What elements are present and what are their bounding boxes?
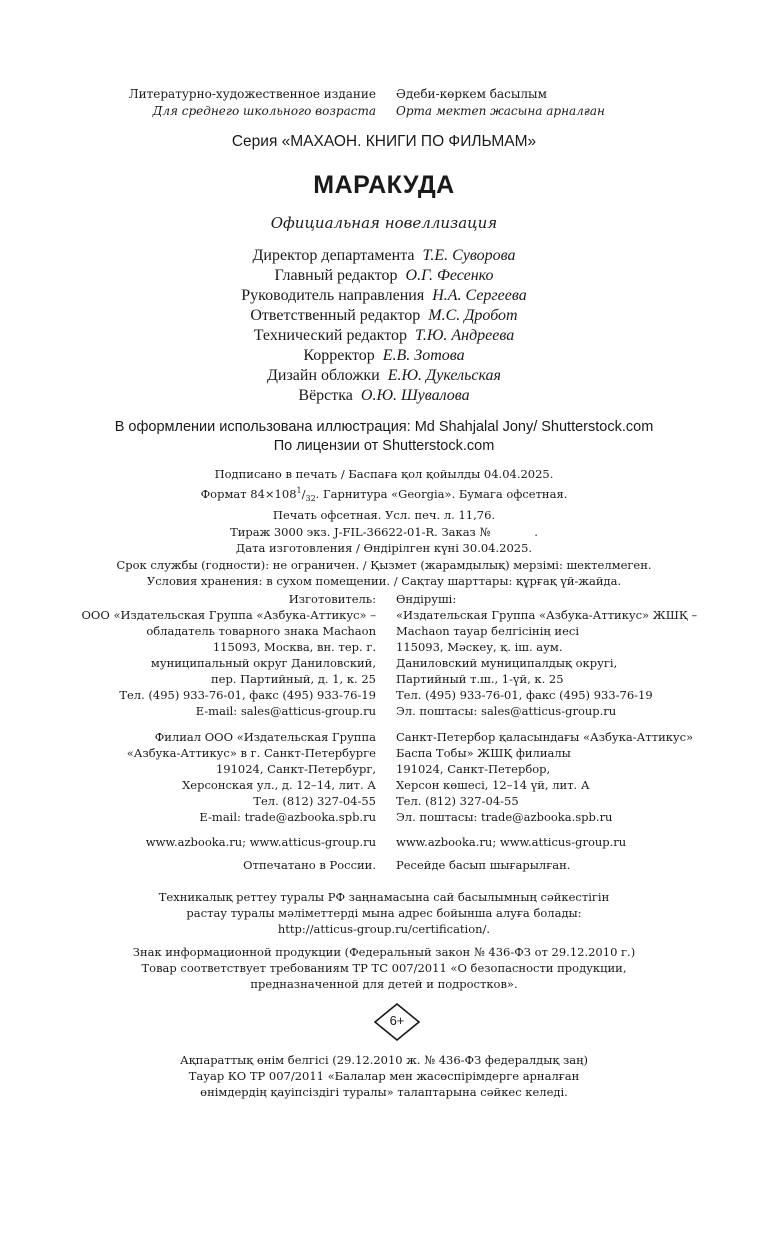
header-left: [0, 86, 386, 120]
branch-block: [0, 729, 768, 825]
certification-line: Техникалық реттеу туралы РФ заңнамасына сай басылымның сәйкестігін: [158, 890, 610, 904]
info-mark-block: [0, 944, 768, 992]
manufacturer-kz: [386, 591, 768, 719]
edition-type-ru: Литературно-художественное издание: [128, 87, 376, 101]
credit-name: Е.Ю. Дукельская: [387, 367, 501, 384]
format-rest: . Гарнитура «Georgia». Бумага офсетная.: [315, 486, 568, 501]
address-line: Партийный т.ш., 1-үй, к. 25: [396, 672, 564, 686]
credit-name: Т.Ю. Андреева: [414, 327, 515, 344]
address-line: Тел. (495) 933-76-01, факс (495) 933-76-19: [119, 688, 376, 702]
header-right: [386, 86, 768, 120]
info-mark-line: Товар соответствует требованиям ТР ТС 007/2011 «О безопасности продукции,: [141, 961, 627, 975]
credit-line: [0, 246, 768, 266]
made-date: Дата изготовления / Өндірілген күні 30.04.2025.: [235, 541, 533, 556]
series-title: Серия «МАХАОН. КНИГИ ПО ФИЛЬМАМ»: [231, 133, 537, 150]
header-block: [0, 86, 768, 120]
web-block: [0, 834, 768, 850]
book-subtitle: Официальная новеллизация: [270, 214, 498, 232]
print-info: [0, 466, 768, 590]
credit-role: Корректор: [303, 347, 375, 364]
age-rating-badge: [374, 1003, 420, 1041]
web-kz: www.azbooka.ru; www.atticus-group.ru: [396, 835, 627, 849]
address-line: 191024, Санкт-Петербург,: [215, 762, 376, 776]
license-line: По лицензии от Shutterstock.com: [273, 438, 495, 454]
credit-role: Главный редактор: [274, 267, 398, 284]
age-rating-text: 6+: [389, 1013, 405, 1028]
format-frac-num: 1: [296, 485, 302, 495]
email-line: Эл. поштасы: trade@azbooka.spb.ru: [396, 810, 613, 824]
address-line: 115093, Москва, вн. тер. г.: [212, 640, 376, 654]
credit-line: [0, 386, 768, 406]
kz-mark-line: өнімдердің қауіпсіздігі туралы» талаптарына сәйкес келеді.: [200, 1085, 568, 1099]
address-line: Machaon тауар белгісінің иесі: [396, 624, 579, 638]
manufacturer-block: [0, 591, 768, 719]
credits-list: [0, 246, 768, 406]
credit-line: [0, 306, 768, 326]
credit-role: Директор департамента: [252, 247, 415, 264]
credit-role: Дизайн обложки: [267, 367, 380, 384]
info-mark-line: предназначенной для детей и подростков».: [250, 977, 518, 991]
address-line: «Азбука-Аттикус» в г. Санкт-Петербурге: [126, 746, 376, 760]
address-line: Тел. (812) 327-04-55: [396, 794, 519, 808]
credit-line: [0, 266, 768, 286]
email-line: E-mail: sales@atticus-group.ru: [195, 704, 376, 718]
address-line: муниципальный округ Даниловский,: [150, 656, 376, 670]
email-line: E-mail: trade@azbooka.spb.ru: [199, 810, 376, 824]
credit-name: О.Г. Фесенко: [405, 267, 494, 284]
address-line: Санкт-Петербор қаласындағы «Азбука-Аттикус»: [396, 730, 694, 744]
credit-line: [0, 366, 768, 386]
address-line: пер. Партийный, д. 1, к. 25: [210, 672, 376, 686]
address-line: Өндіруші:: [396, 592, 457, 606]
credit-name: О.Ю. Шувалова: [360, 387, 470, 404]
credit-line: [0, 326, 768, 346]
address-line: обладатель товарного знака Machaon: [146, 624, 376, 638]
credit-role: Вёрстка: [298, 387, 353, 404]
credit-name: Н.А. Сергеева: [432, 287, 527, 304]
address-line: Изготовитель:: [288, 592, 376, 606]
manufacturer-ru: [0, 591, 386, 719]
branch-ru: [0, 729, 386, 825]
address-line: «Издательская Группа «Азбука-Аттикус» ЖШҚ –: [396, 608, 698, 622]
address-line: Филиал ООО «Издательская Группа: [154, 730, 376, 744]
credit-name: М.С. Дробот: [428, 307, 518, 324]
edition-type-kz: Әдеби-көркем басылым: [396, 87, 547, 101]
address-line: Херсонская ул., д. 12–14, лит. А: [182, 778, 376, 792]
age-group-kz: Орта мектеп жасына арналған: [396, 104, 605, 118]
credit-name: Е.В. Зотова: [382, 347, 465, 364]
address-line: Тел. (812) 327-04-55: [253, 794, 376, 808]
kz-mark-block: [0, 1052, 768, 1100]
credit-role: Технический редактор: [253, 327, 407, 344]
credit-line: [0, 286, 768, 306]
credit-line: [0, 346, 768, 366]
kz-mark-line: Тауар КО ТР 007/2011 «Балалар мен жасөспірімдерге арналған: [188, 1069, 580, 1083]
certification-url: http://atticus-group.ru/certification/.: [277, 922, 491, 936]
book-title: МАРАКУДА: [313, 171, 455, 199]
kz-mark-line: Ақпараттық өнім белгісі (29.12.2010 ж. № 436-ФЗ федералдық заң): [180, 1053, 588, 1067]
branch-kz: [386, 729, 768, 825]
service-life: Срок службы (годности): не ограничен. / Қызмет (жарамдылық) мерзімі: шектелмеген.: [116, 557, 652, 572]
address-line: 115093, Мәскеу, қ. іш. аум.: [396, 640, 563, 654]
email-line: Эл. поштасы: sales@atticus-group.ru: [396, 704, 617, 718]
info-mark-line: Знак информационной продукции (Федеральный закон № 436-ФЗ от 29.12.2010 г.): [132, 945, 636, 959]
printed-block: [0, 857, 768, 873]
web-ru: www.azbooka.ru; www.atticus-group.ru: [145, 835, 376, 849]
credit-role: Ответственный редактор: [250, 307, 421, 324]
format-line: Формат $84\times 108^1/_{32}$. Гарнитура «Georgia». Бумага офсетная.: [200, 485, 568, 503]
storage-conditions: Условия хранения: в сухом помещении. / Сақтау шарттары: құрғақ үй-жайда.: [146, 574, 622, 589]
certification-block: [0, 889, 768, 937]
illustration-credit: [0, 418, 768, 456]
printed-kz: Ресейде басып шығарылған.: [396, 858, 571, 872]
credit-name: Т.Е. Суворова: [422, 247, 516, 264]
illustration-line: В оформлении использована иллюстрация: Md Shahjalal Jony/ Shutterstock.com: [114, 419, 654, 435]
format-size: Формат 84×108: [200, 486, 297, 501]
credit-role: Руководитель направления: [241, 287, 425, 304]
address-line: Баспа Тобы» ЖШҚ филиалы: [396, 746, 571, 760]
signed-date: Подписано в печать / Баспаға қол қойылды 04.04.2025.: [214, 467, 554, 481]
address-line: 191024, Санкт-Петербор,: [396, 762, 551, 776]
format-frac-den: 32: [305, 493, 316, 503]
address-line: Херсон көшесі, 12–14 үй, лит. А: [396, 778, 590, 792]
printed-ru: Отпечатано в России.: [243, 858, 376, 872]
address-line: ООО «Издательская Группа «Азбука-Аттикус» –: [81, 608, 376, 622]
run-line: Тираж 3000 экз. J-FIL-36622-01-R. Заказ № .: [230, 524, 538, 539]
address-line: Тел. (495) 933-76-01, факс (495) 933-76-19: [396, 688, 653, 702]
address-line: Даниловский муниципалдық округі,: [396, 656, 618, 670]
age-group-ru: Для среднего школьного возраста: [152, 104, 376, 118]
printing-line: Печать офсетная. Усл. печ. л. 11,76.: [272, 508, 496, 523]
certification-line: растау туралы мәліметтерді мына адрес бойынша алуға болады:: [186, 906, 582, 920]
